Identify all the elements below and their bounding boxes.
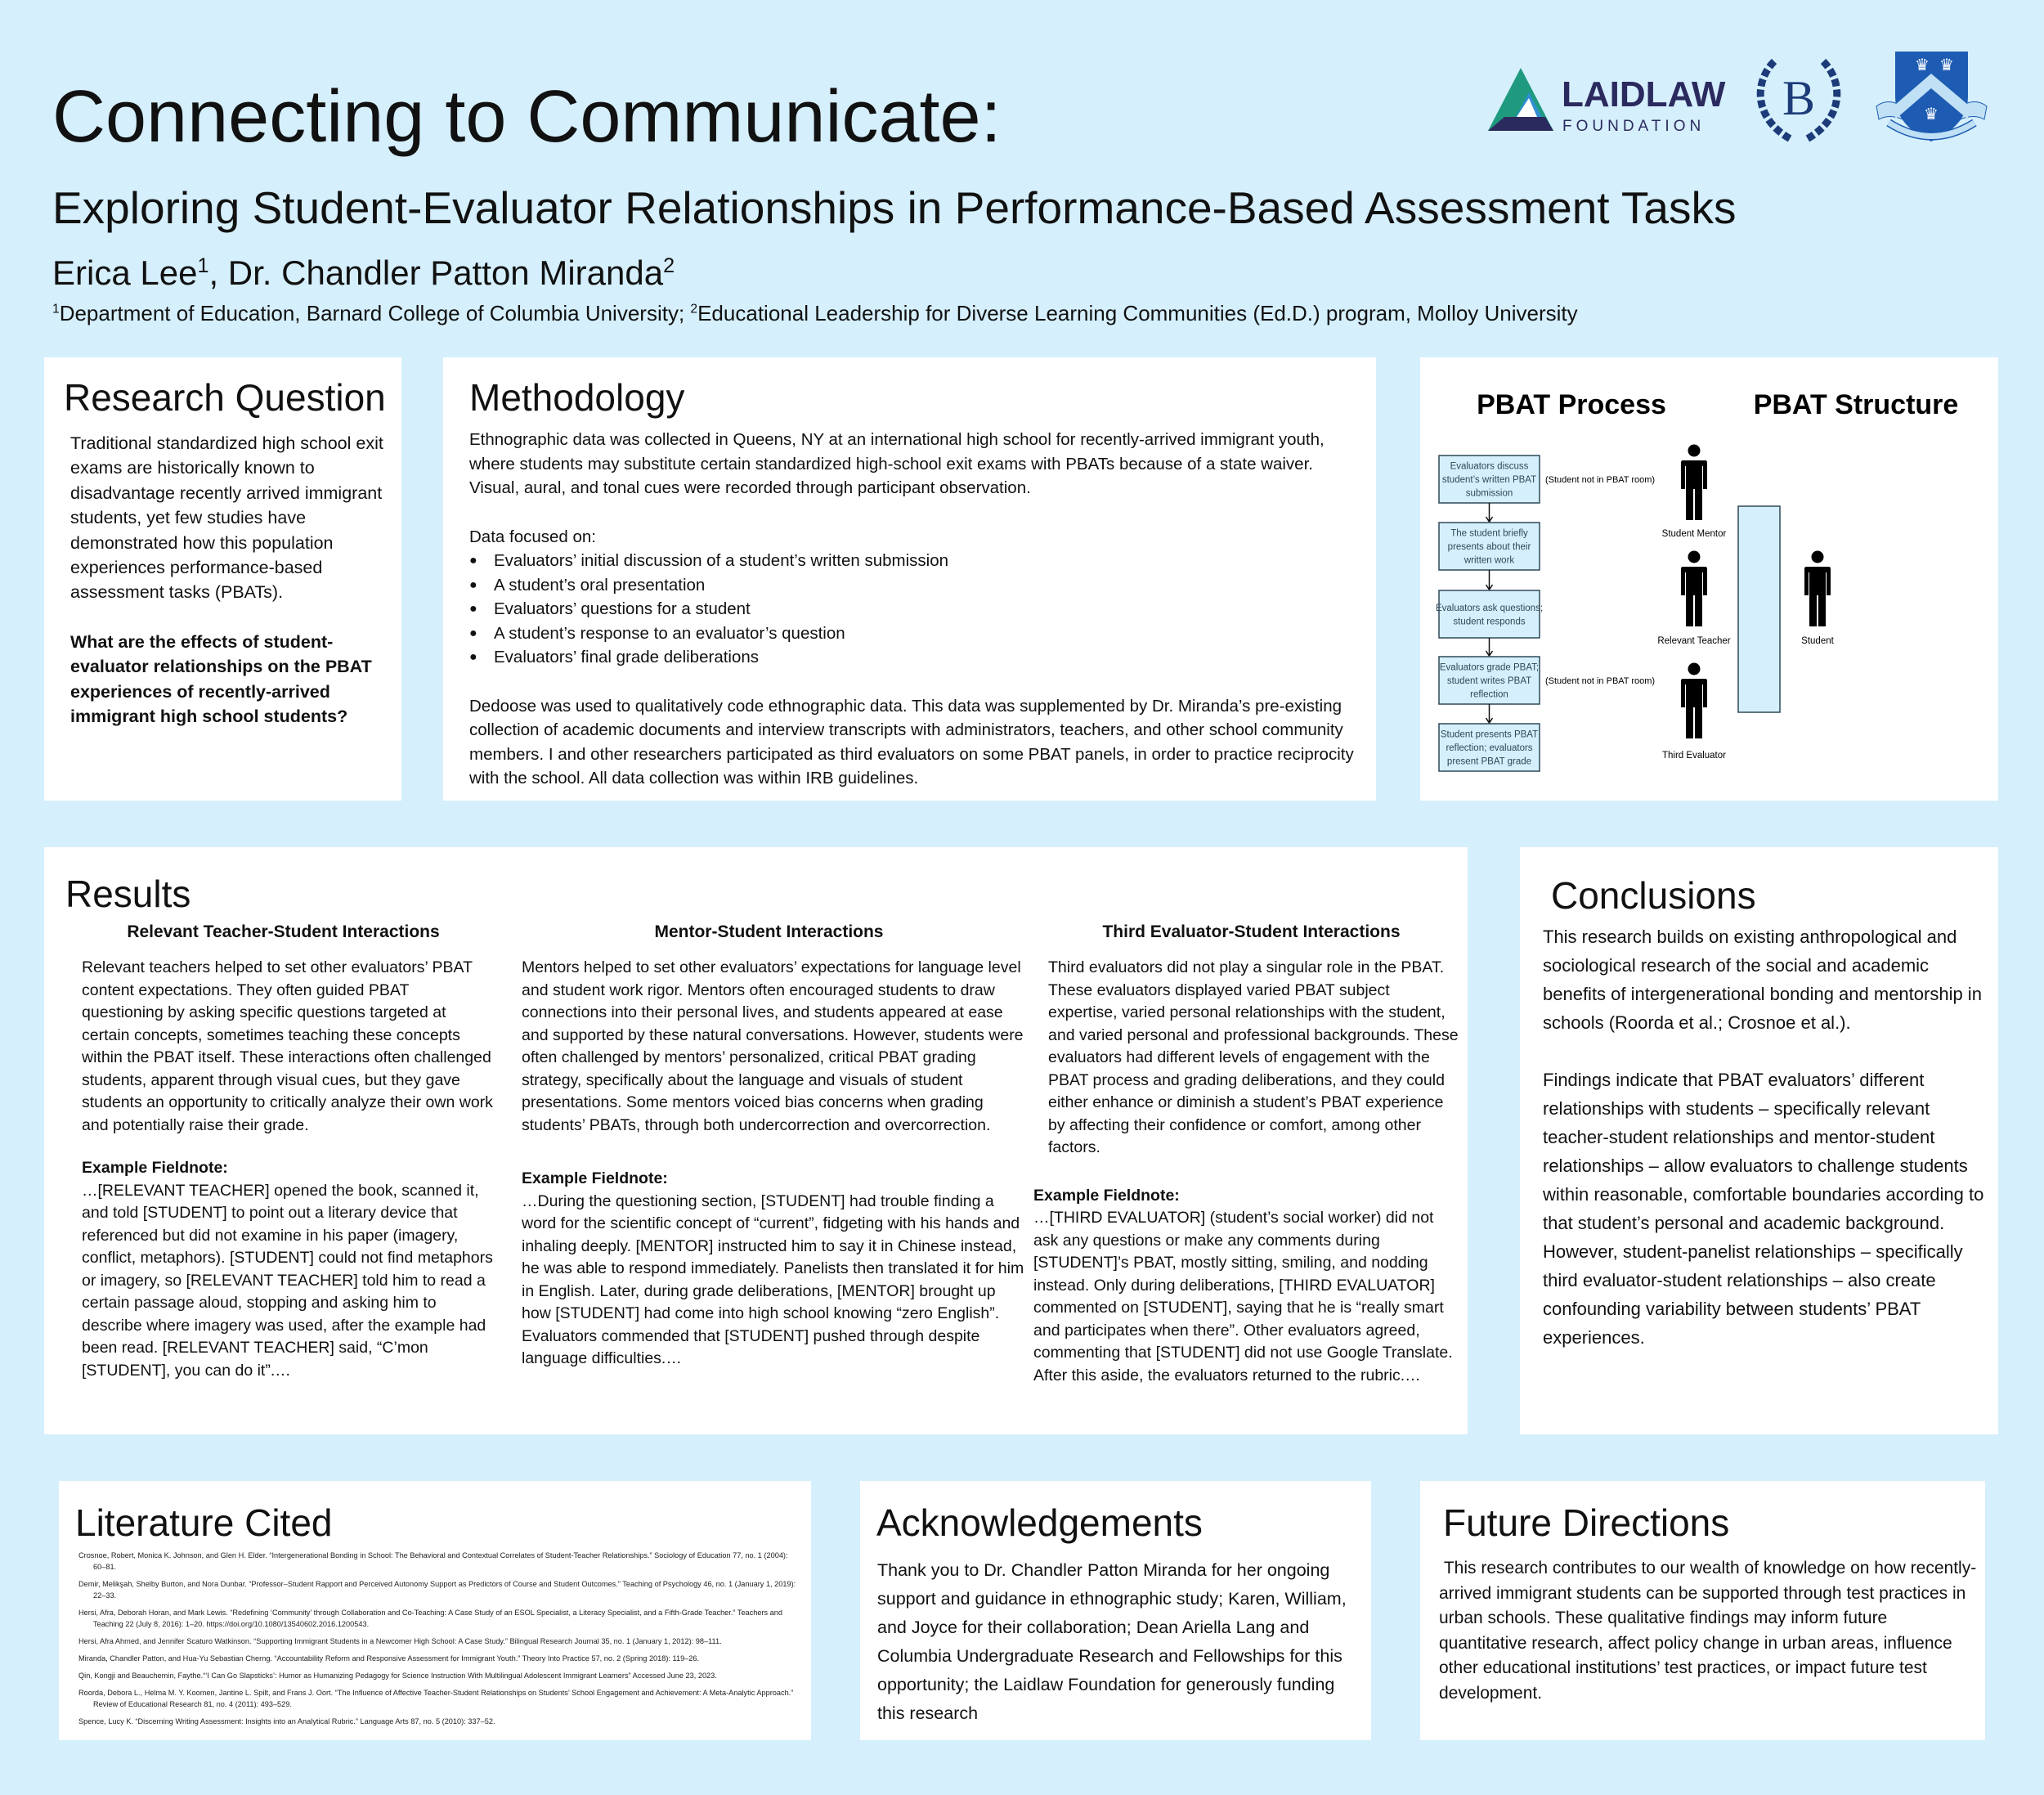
step-note: (Student not in PBAT room) [1545,676,1656,686]
reference-entry: Hersi, Afra, Deborah Horan, and Mark Lewis. “Redefining ‘Community’ through Collaboration and Co-Teaching: A Case Study of an ESOL Specialist, a Literacy Specialist, and a Fifth-Grade Teacher.” Teachers and Teaching 22 (July 8, 2016): 1–20. https://doi.org/10.1080/13540602.2016.1200543. [78,1609,783,1628]
author-2-sup: 2 [663,254,675,277]
acknowledgements-heading: Acknowledgements [876,1501,1203,1544]
list-item: ● Evaluators’ questions for a student [469,597,1360,622]
acknowledgements-panel [860,1481,1371,1740]
step-text: The student briefly [1450,528,1528,539]
step-text: student responds [1453,617,1526,627]
person-icon [1662,663,1726,761]
research-question-panel [44,357,401,801]
reference-entry: Roorda, Debora L., Helma M. Y. Koomen, Jantine L. Spilt, and Frans J. Oort. “The Influence of Affective Teacher-Student Relationships on Students’ School Engagement and Achievement: A Meta-Analytic Approach.” Review of Educational Research 81, no. 4 (2011): 493–529. [78,1689,794,1708]
results-column-mentor [522,957,1024,1371]
affiliations [52,301,1578,326]
figure-label: Student Mentor [1661,529,1727,539]
process-step-box [1439,455,1540,522]
data-focus-label: Data focused on: [469,527,596,546]
crown-icon: ♛ [1939,56,1954,74]
literature-heading: Literature Cited [75,1501,333,1544]
column-title: Relevant Teacher-Student Interactions [127,922,440,941]
results-heading: Results [65,873,191,915]
methodology-panel [443,357,1376,801]
arrow-down-icon [1486,570,1493,590]
future-directions-panel [1420,1481,1985,1740]
conclusions-panel [1520,847,1998,1434]
conclusions-paragraph-1: This research builds on existing anthropological and sociological research of the social and academic benefits of intergenerational bonding and mentorship in schools (Roorda et al.; Crosnoe et al.). [1543,927,1982,1033]
literature-cited-panel [59,1481,811,1740]
pbat-process-title: PBAT Process [1477,389,1666,420]
future-directions-body: This research contributes to our wealth of knowledge on how recently-arrived immigrant students can be supported through test practices in urban schools. These qualitative findings may inform future quantitative research, affect policy change in urban areas, influence other educational institutions’ test practices, or impact future test development. [1439,1559,1977,1703]
process-step-box [1439,657,1540,723]
list-item: ● Evaluators’ initial discussion of a student’s written submission [469,549,1360,573]
figure-label: Student [1801,636,1834,646]
conclusions-paragraph-2: Findings indicate that PBAT evaluators’ different relationships with students – specifically relevant teacher-student relationships and mentor-student relationships – allow evaluators to challenge students within reasonable, comfortable boundaries according to that student’s personal and academic background. However, student-panelist relationships – specifically third evaluator-student relationships – also create confounding variability between students’ PBAT experiences. [1543,1070,1984,1348]
column-body: Relevant teachers helped to set other evaluators’ PBAT content expectations. They often guided PBAT questioning by asking specific questions targeted at certain concepts, sometimes teaching these concepts within the PBAT itself. These interactions often challenged students, apparent through visual cues, but they gave students an opportunity to critically analyze their own work and potentially raise their grade. [82,958,493,1134]
results-column-third-evaluator [1033,957,1461,1387]
list-item: ● A student’s response to an evaluator’s question [469,622,1360,646]
results-column-relevant-teacher [82,957,495,1382]
fieldnote-label: Example Fieldnote: [522,1169,668,1187]
person-icon [1662,445,1727,540]
arrow-down-icon [1486,638,1493,656]
process-step-box [1436,590,1543,656]
results-panel [44,847,1468,1434]
research-question-body: Traditional standardized high school exit exams are historically known to disadvantage recently arrived immigrant students, yet few studies have demonstrated how this population experiences performance-based assessment tasks (PBATs). [70,433,383,603]
step-text: student writes PBAT [1446,676,1532,686]
column-body: Mentors helped to set other evaluators’ expectations for language level and student work rigor. Mentors often encouraged students to draw connections into their personal lives, and students appeared at ease and supported by these natural conversations. However, students were often challenged by mentors’ personalized, critical PBAT grading strategy, specifically about the language and visuals of student presentations. Some mentors voiced bias concerns when grading students’ PBATs, through both undercorrection and overcorrection. [522,958,1024,1134]
columbia-crest-logo [1872,47,1991,150]
step-text: reflection [1470,689,1508,700]
crown-icon: ♛ [1915,56,1930,74]
authors [52,254,675,293]
step-text: Evaluators ask questions; [1435,603,1544,613]
fieldnote-text: …[THIRD EVALUATOR] (student’s social worker) did not ask any questions or make any comments during [STUDENT]’s PBAT, mostly sitting, smiling, and nodding instead. Only during deliberations, [THIRD EVALUATOR] commented on [STUDENT], saying that he is “really smart and participates when there”. Other evaluators agreed, commenting that [STUDENT] did not use Google Translate. After this aside, the evaluators returned to the rubric.… [1033,1209,1453,1384]
step-text: Evaluators grade PBAT; [1439,662,1540,673]
person-icon [1801,551,1834,647]
pbat-diagram [1420,357,1998,801]
reference-entry: Qin, Kongji and Beauchemin, Faythe.“‘I Can Go Slapsticks’: Humor as Humanizing Pedagogy for Science Instruction With Multilingual Adolescent Immigrant Learners” Accessed June 23, 2023. [78,1672,717,1680]
laidlaw-subtitle: FOUNDATION [1562,118,1706,135]
step-text: written work [1464,555,1515,566]
fieldnote-text: …During the questioning section, [STUDENT] had trouble finding a word for the scientific concept of “current”, fidgeting with his hands and inhaling deeply. [MENTOR] instructed him to say it in Chinese instead, he was able to respond immediately. Panelists then translated it for him in English. Later, during grade deliberations, [MENTOR] brought up how [STUDENT] had come into high school knowing “zero English”. Evaluators commended that [STUDENT] pushed through despite language difficulties.… [522,1191,1024,1367]
barnard-laurel-logo [1750,53,1848,147]
list-item: ● A student’s oral presentation [469,573,1360,598]
data-focus-list [469,549,1360,670]
methodology-closing: Dedoose was used to qualitatively code ethnographic data. This data was supplemented by Dr. Miranda’s pre-existing collection of academic documents and interview transcripts with administrators, teachers, and other school community members. I and other researchers participated as third evaluators on some PBAT panels, in order to practice reciprocity with the school. All data collection was within IRB guidelines. [469,696,1354,788]
poster-title: Connecting to Communicate: [52,76,1002,158]
fieldnote-text: …[RELEVANT TEACHER] opened the book, scanned it, and told [STUDENT] to point out a literary device that referenced but did not examine in his paper (imagery, conflict, metaphors). [STUDENT] could not find metaphors or imagery, so [RELEVANT TEACHER] told him to read a certain passage aloud, stopping and asking him to describe where imagery was used, after the example had been read. [RELEVANT TEACHER] said, “C’mon [STUDENT], you can do it”.… [82,1181,493,1380]
affil-2-sup: 2 [690,302,698,316]
fieldnote-label: Example Fieldnote: [1033,1186,1180,1205]
author-1-sup: 1 [197,254,209,277]
references-list [78,1550,798,1733]
list-item: ● Evaluators’ final grade deliberations [469,645,1360,670]
step-text: presents about their [1447,542,1531,552]
step-text: submission [1465,488,1513,499]
author-2: , Dr. Chandler Patton Miranda [208,254,664,292]
figure-label: Third Evaluator [1662,751,1726,761]
affil-1-sup: 1 [52,302,60,316]
step-text: present PBAT grade [1446,756,1532,767]
arrow-down-icon [1486,704,1493,723]
column-body: Third evaluators did not play a singular role in the PBAT. These evaluators displayed varied PBAT subject expertise, varied personal relationships with the student, and varied personal and professional backgrounds. These evaluators had different levels of engagement with the PBAT process and grading deliberations, and they could either enhance or diminish a student’s PBAT experience by affecting their confidence or comfort, among other factors. [1048,958,1459,1156]
step-text: student’s written PBAT [1441,475,1537,485]
fieldnote-label: Example Fieldnote: [82,1159,228,1177]
process-steps [1436,455,1543,771]
reference-entry: Spence, Lucy K. “Discerning Writing Assessment: Insights into an Analytical Rubric.” Language Arts 87, no. 5 (2010): 337–52. [78,1717,495,1725]
pbat-structure-title: PBAT Structure [1753,389,1959,420]
reference-entry: Crosnoe, Robert, Monica K. Johnson, and Glen H. Elder. “Intergenerational Bonding in School: The Behavioral and Contextual Correlates of Student-Teacher Relationships.” Sociology of Education 77, no. 1 (2004): 60–81. [78,1551,788,1571]
step-text: reflection; evaluators [1446,743,1533,753]
crown-icon: ♛ [1924,105,1939,123]
step-text: Evaluators discuss [1450,461,1529,472]
pbat-diagram-panel [1420,357,1998,801]
reference-entry: Miranda, Chandler Patton, and Hua-Yu Sebastian Cherng. “Accountability Reform and Responsive Assessment for Immigrant Youth.” Theory Into Practice 57, no. 2 (Spring 2018): 119–26. [78,1654,700,1663]
step-text: Student presents PBAT [1440,729,1539,740]
reference-entry: Hersi, Afra Ahmed, and Jennifer Scaturo Watkinson. “Supporting Immigrant Students in a Newcomer High School: A Case Study.” Bilingual Research Journal 35, no. 1 (January 1, 2012): 98–111. [78,1637,722,1645]
future-directions-heading: Future Directions [1443,1501,1730,1544]
laidlaw-foundation-logo [1484,61,1726,139]
person-icon [1657,551,1730,647]
methodology-intro: Ethnographic data was collected in Queens, NY at an international high school for recently-arrived immigrant youth, where students may substitute certain standardized high-school exit exams with PBATs because of a state waiver. Visual, aural, and tonal cues were recorded through participant observation. [469,430,1325,497]
conclusions-heading: Conclusions [1551,874,1756,917]
reference-entry: Demir, Melikşah, Shelby Burton, and Nora Dunbar. “Professor–Student Rapport and Perceived Autonomy Support as Predictors of Course and Student Outcomes.” Teaching of Psychology 46, no. 1 (January 1, 2019): 22–33. [78,1580,796,1600]
author-1: Erica Lee [52,254,198,292]
research-question-text: What are the effects of student-evaluator relationships on the PBAT experiences of recently-arrived immigrant high school students? [70,631,372,727]
figure-label: Relevant Teacher [1657,636,1731,646]
affil-2: Educational Leadership for Diverse Learning Communities (Ed.D.) program, Molloy University [697,301,1578,325]
table-shape [1738,506,1780,712]
arrow-down-icon [1486,503,1493,522]
column-title: Mentor-Student Interactions [654,922,884,941]
barnard-letter: B [1782,71,1816,125]
step-note: (Student not in PBAT room) [1545,475,1656,485]
column-title: Third Evaluator-Student Interactions [1102,922,1401,941]
poster-subtitle: Exploring Student-Evaluator Relationships in Performance-Based Assessment Tasks [52,182,1737,233]
affil-1: Department of Education, Barnard College of Columbia University; [59,301,691,325]
process-step-box [1439,724,1540,771]
laidlaw-wordmark: LAIDLAW [1562,74,1726,114]
methodology-heading: Methodology [469,376,685,419]
acknowledgements-body: Thank you to Dr. Chandler Patton Miranda for her ongoing support and guidance in ethnographic study; Karen, William, and Joyce for their collaboration; Dean Ariella Lang and Columbia Undergraduate Research and Fellowships for this opportunity; the Laidlaw Foundation for generously funding this research [877,1560,1347,1723]
research-question-heading: Research Question [64,376,386,419]
step-box-shape [1439,590,1540,638]
process-step-box [1439,523,1540,590]
